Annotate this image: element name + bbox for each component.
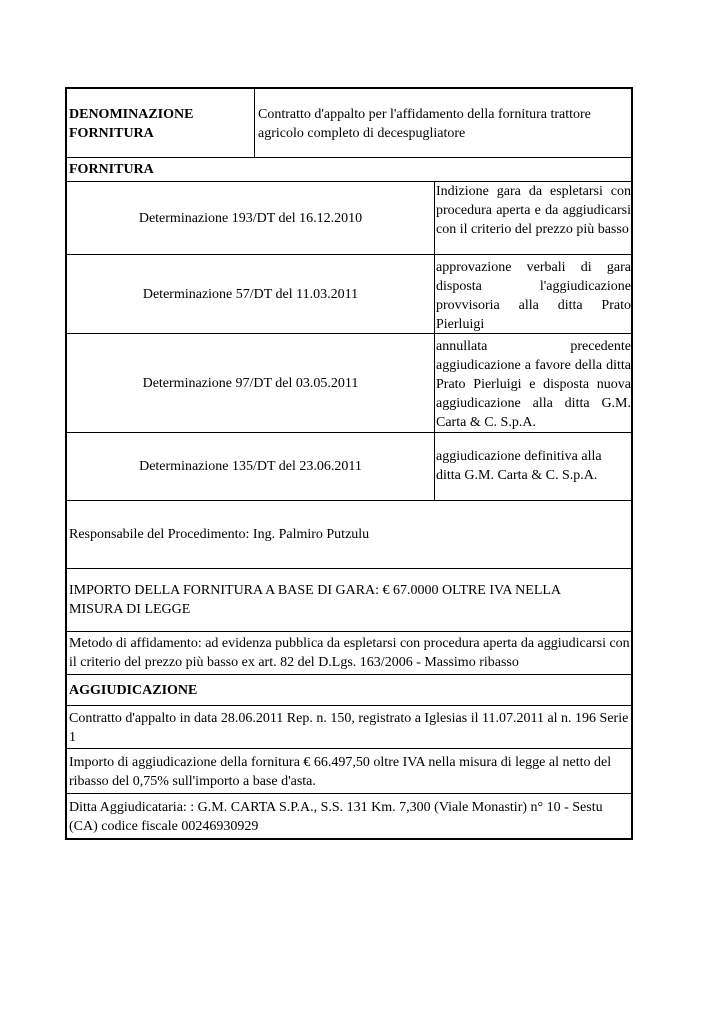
contratto-text: Contratto d'appalto in data 28.06.2011 Rep. n. 150, registrato a Iglesias il 11.07.2011 al n. 196 Serie 1 bbox=[69, 711, 629, 745]
determinazione-row bbox=[67, 255, 631, 334]
determinazione-name: Determinazione 193/DT del 16.12.2010 bbox=[138, 210, 363, 226]
determinazione-name: Determinazione 135/DT del 23.06.2011 bbox=[139, 459, 362, 474]
importo-text: IMPORTO DELLA FORNITURA A BASE DI GARA: € 67.0000 OLTRE IVA NELLA MISURA DI LEGGE bbox=[69, 583, 561, 617]
denominazione-label: DENOMINAZIONE FORNITURA bbox=[69, 107, 194, 141]
ditta-row bbox=[67, 794, 631, 840]
document-table bbox=[65, 87, 633, 840]
determinazione-row bbox=[67, 182, 631, 255]
row-divider bbox=[434, 433, 435, 500]
aggiudicazione-title: AGGIUDICAZIONE bbox=[69, 683, 198, 698]
determinazione-desc: Indizione gara da espletarsi con procedura aperta e da aggiudicarsi con il criterio del prezzo più basso bbox=[436, 184, 631, 237]
metodo-text: Metodo di affidamento: ad evidenza pubblica da espletarsi con procedura aperta da aggiudicarsi con il criterio del prezzo più basso ex art. 82 del D.Lgs. 163/2006 - Massimo ribasso bbox=[69, 636, 630, 670]
determinazione-row bbox=[67, 334, 631, 433]
determinazione-name: Determinazione 57/DT del 11.03.2011 bbox=[142, 286, 359, 302]
determinazione-desc: annullata precedente aggiudicazione a favore della ditta Prato Pierluigi e disposta nuova aggiudicazione alla ditta G.M. Carta & C. S.p.A. bbox=[436, 339, 631, 430]
row-divider bbox=[434, 334, 435, 432]
importo-aggiudicazione-text: Importo di aggiudicazione della fornitura € 66.497,50 oltre IVA nella misura di legge al netto del ribasso del 0,75% sull'importo a base d'asta. bbox=[69, 755, 612, 789]
fornitura-title: FORNITURA bbox=[69, 162, 154, 177]
importo-aggiudicazione-row bbox=[67, 749, 631, 794]
responsabile-row bbox=[67, 501, 631, 569]
metodo-row bbox=[67, 632, 631, 675]
determinazione-desc: approvazione verbali di gara disposta l'aggiudicazione provvisoria alla ditta Prato Pierluigi bbox=[436, 260, 631, 332]
denominazione-row bbox=[67, 89, 631, 158]
header-divider bbox=[254, 89, 255, 157]
determinazione-name: Determinazione 97/DT del 03.05.2011 bbox=[142, 375, 359, 391]
denominazione-value: Contratto d'appalto per l'affidamento della fornitura trattore agricolo completo di decespugliatore bbox=[258, 107, 591, 141]
row-divider bbox=[434, 255, 435, 333]
contratto-row bbox=[67, 706, 631, 749]
row-divider bbox=[434, 182, 435, 254]
aggiudicazione-title-row bbox=[67, 675, 631, 706]
fornitura-title-row bbox=[67, 158, 631, 182]
determinazione-row bbox=[67, 433, 631, 501]
importo-row bbox=[67, 569, 631, 632]
responsabile-text: Responsabile del Procedimento: Ing. Palmiro Putzulu bbox=[69, 527, 370, 542]
determinazione-desc: aggiudicazione definitiva alla ditta G.M. Carta & C. S.p.A. bbox=[436, 449, 602, 483]
ditta-text: Ditta Aggiudicataria: : G.M. CARTA S.P.A., S.S. 131 Km. 7,300 (Viale Monastir) n° 10 - Sestu (CA) codice fiscale 00246930929 bbox=[69, 800, 603, 834]
